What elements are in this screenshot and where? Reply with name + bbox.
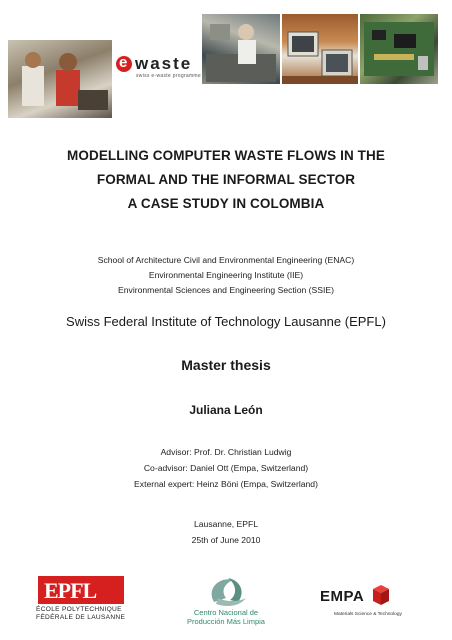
epfl-logo-line-1: ÉCOLE POLYTECHNIQUE bbox=[36, 606, 122, 613]
institution-section: Environmental Sciences and Engineering Section (SSIE) bbox=[118, 285, 334, 295]
monitors-illustration bbox=[282, 14, 358, 84]
ewaste-logo-subtitle: swiss e-waste programme bbox=[136, 73, 201, 79]
header-photo-circuit-board bbox=[360, 14, 438, 84]
cnpml-line-2: Producción Más Limpia bbox=[187, 617, 265, 626]
ewaste-logo-word: waste bbox=[135, 54, 193, 73]
empa-logo-word: EMPA bbox=[320, 588, 365, 605]
cnpml-logo bbox=[176, 572, 276, 632]
ewaste-logo bbox=[116, 54, 206, 84]
circuit-board-illustration bbox=[360, 14, 438, 84]
empa-logo-subtitle: Materials Science & Technology bbox=[334, 612, 402, 617]
workers-illustration bbox=[8, 40, 112, 118]
dismantling-illustration bbox=[202, 14, 280, 84]
thesis-title-line-2: FORMAL AND THE INFORMAL SECTOR bbox=[96, 172, 356, 187]
advisor-line: Advisor: Prof. Dr. Christian Ludwig bbox=[160, 447, 292, 457]
header-photo-dismantling bbox=[202, 14, 280, 84]
epfl-mark-text: EPFL bbox=[44, 578, 97, 603]
epfl-logo bbox=[36, 576, 128, 624]
author-name: Juliana León bbox=[189, 403, 263, 417]
coadvisor-line: Co-advisor: Daniel Ott (Empa, Switzerland) bbox=[143, 463, 309, 473]
ewaste-e-icon bbox=[116, 56, 132, 72]
empa-cube-icon bbox=[372, 584, 390, 606]
epfl-logo-line-2: FÉDÉRALE DE LAUSANNE bbox=[36, 614, 126, 621]
place-line: Lausanne, EPFL bbox=[193, 519, 259, 529]
external-expert-line: External expert: Heinz Böni (Empa, Switzerland) bbox=[134, 479, 318, 489]
thesis-title-line-3: A CASE STUDY IN COLOMBIA bbox=[127, 196, 325, 211]
cnpml-swirl-icon bbox=[176, 572, 276, 608]
header-photo-workers bbox=[8, 40, 112, 118]
date-line: 25th of June 2010 bbox=[191, 535, 261, 545]
epfl-mark bbox=[38, 576, 124, 604]
university-name: Swiss Federal Institute of Technology Lausanne (EPFL) bbox=[66, 314, 386, 329]
institution-institute: Environmental Engineering Institute (IIE) bbox=[148, 270, 304, 280]
header-photo-monitors bbox=[282, 14, 358, 84]
cnpml-line-1: Centro Nacional de bbox=[193, 608, 259, 617]
thesis-title-line-1: MODELLING COMPUTER WASTE FLOWS IN THE bbox=[67, 148, 385, 163]
empa-logo bbox=[320, 584, 420, 624]
thesis-type: Master thesis bbox=[181, 357, 271, 373]
institution-school: School of Architecture Civil and Environmental Engineering (ENAC) bbox=[97, 255, 355, 265]
